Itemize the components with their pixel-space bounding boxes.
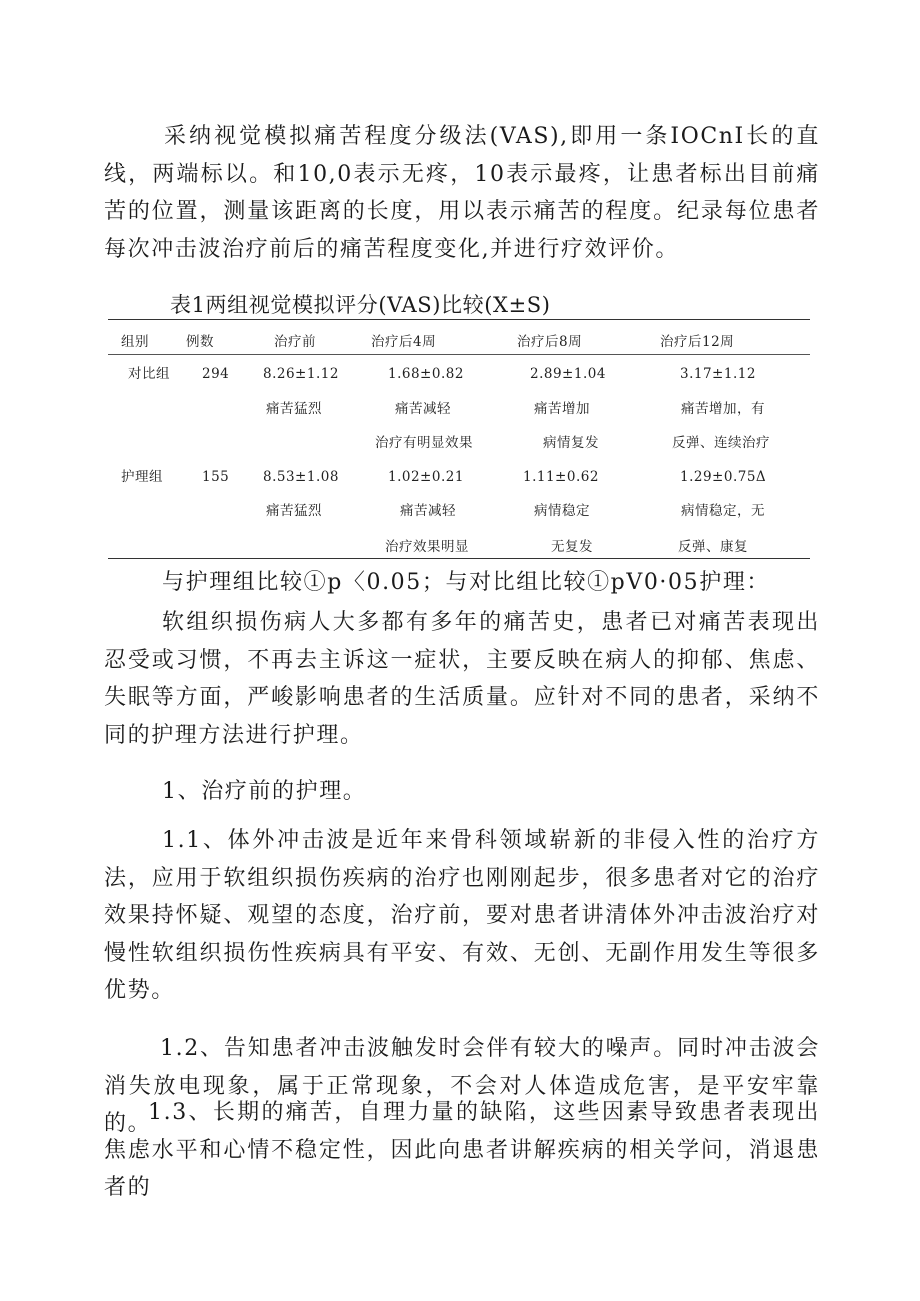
header-count: 例数 [186, 334, 214, 350]
table-cell: 2.89±1.04 [530, 366, 606, 382]
table-cell: 反弹、康复 [678, 539, 748, 555]
body-paragraph-1-1: 1.1、体外冲击波是近年来骨科领域崭新的非侵入性的治疗方法，应用于软组织损伤疾病的治疗也刚刚起步，很多患者对它的治疗效果持怀疑、观望的态度，治疗前，要对患者讲清体外冲击波治疗对慢性软组织损伤性疾病具有平安、有效、无创、无副作用发生等很多优势。 [104, 828, 820, 1003]
table-cell: 痛苦增加，有 [681, 401, 765, 417]
table-header-rule [108, 354, 810, 355]
header-before: 治疗前 [274, 334, 316, 350]
body-paragraph-1-2: 1.2、告知患者冲击波触发时会伴有较大的噪声。同时冲击波会消失放电现象，属于正常现象，不会对人体造成危害，是平安牢靠的。 [104, 1036, 820, 1136]
table-cell: 1.68±0.82 [388, 366, 464, 382]
table-cell: 痛苦减轻 [395, 401, 451, 417]
table-cell: 病情复发 [543, 435, 599, 451]
table-cell: 痛苦猛烈 [266, 401, 322, 417]
table-bottom-rule [108, 558, 810, 559]
body-paragraph-1: 软组织损伤病人大多都有多年的痛苦史，患者已对痛苦表现出忍受或习惯，不再去主诉这一症状，主要反映在病人的抑郁、焦虑、失眠等方面，严峻影响患者的生活质量。应针对不同的患者，采纳不同的护理方法进行护理。 [104, 610, 820, 748]
table-cell: 痛苦增加 [534, 401, 590, 417]
table-cell: 8.26±1.12 [263, 366, 339, 382]
table-cell: 痛苦猛烈 [266, 503, 322, 519]
table-cell: 病情稳定，无 [681, 503, 765, 519]
body-paragraph-1-3: 1.3、长期的痛苦，自理力量的缺陷，这些因素导致患者表现出焦虑水平和心情不稳定性，因此向患者讲解疾病的相关学问，消退患者的 [104, 1100, 820, 1200]
table-cell: 对比组 [128, 366, 170, 382]
table-cell: 1.29±0.75Δ [680, 469, 767, 485]
table-cell: 治疗有明显效果 [375, 435, 473, 451]
header-week8: 治疗后8周 [517, 334, 583, 350]
table-cell: 155 [202, 469, 230, 485]
table-cell: 1.02±0.21 [388, 469, 464, 485]
table-cell: 痛苦减轻 [400, 503, 456, 519]
table-cell: 1.11±0.62 [523, 469, 599, 485]
table-cell: 反弹、连续治疗 [672, 435, 770, 451]
table-cell: 病情稳定 [534, 503, 590, 519]
header-group: 组别 [121, 334, 149, 350]
table-caption: 表1两组视觉模拟评分(VAS)比较(X±S) [170, 293, 551, 317]
section-heading-1: 1、治疗前的护理。 [162, 779, 367, 804]
table-cell: 无复发 [551, 539, 593, 555]
table-note: 与护理组比较①p〈0.05；与对比组比较①pV0·05护理： [162, 570, 771, 595]
table-cell: 294 [202, 366, 230, 382]
table-cell: 3.17±1.12 [680, 366, 756, 382]
table-cell: 护理组 [121, 469, 163, 485]
table-cell: 治疗效果明显 [385, 539, 469, 555]
table-top-rule [108, 319, 810, 320]
header-week4: 治疗后4周 [371, 334, 437, 350]
intro-paragraph: 采纳视觉模拟痛苦程度分级法(VAS),即用一条IOCnI长的直线，两端标以。和10,0表示无疼，10表示最疼，让患者标出目前痛苦的位置，测量该距离的长度，用以表示痛苦的程度。纪录每位患者每次冲击波治疗前后的痛苦程度变化,并进行疗效评价。 [104, 124, 820, 262]
header-week12: 治疗后12周 [660, 334, 735, 350]
table-cell: 8.53±1.08 [263, 469, 339, 485]
